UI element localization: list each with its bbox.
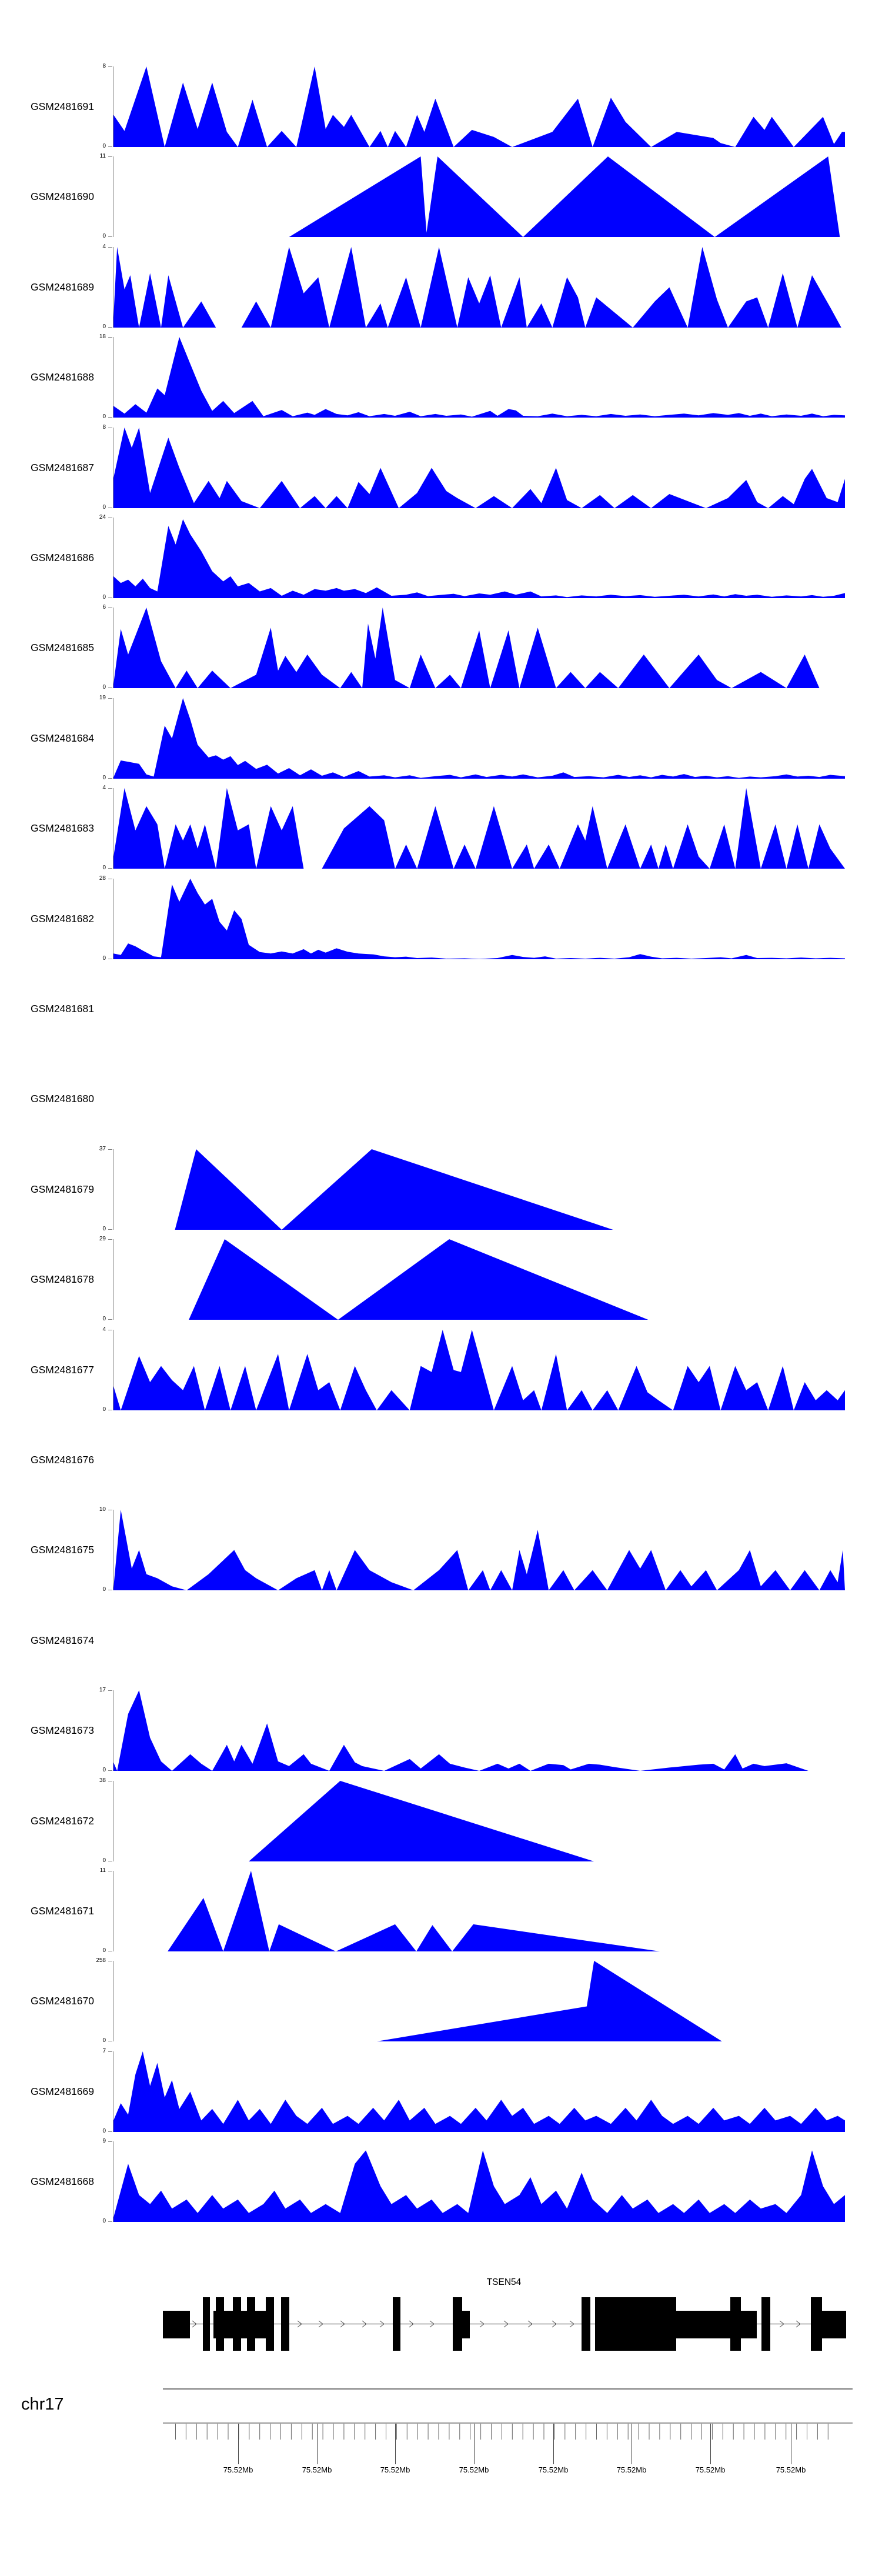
track-label: GSM2481681 — [31, 1003, 94, 1015]
coverage-polygon — [113, 1330, 845, 1410]
exon-block — [761, 2297, 770, 2351]
exon-block — [247, 2297, 255, 2351]
track-label: GSM2481669 — [31, 2086, 94, 2097]
coverage-track-row — [0, 1326, 882, 1413]
track-label: GSM2481682 — [31, 913, 94, 925]
exon-block — [216, 2297, 224, 2351]
coverage-track-row — [0, 2138, 882, 2224]
minor-tick — [564, 2424, 565, 2440]
track-label: GSM2481670 — [31, 1995, 94, 2007]
y-tick-top — [108, 337, 112, 338]
y-axis-zero-value: 0 — [102, 955, 106, 962]
track-label: GSM2481687 — [31, 462, 94, 473]
minor-tick — [617, 2424, 618, 2440]
y-tick-bottom — [108, 327, 112, 328]
axis-tick-label: 75.52Mb — [223, 2465, 253, 2474]
y-tick-top — [108, 1239, 112, 1240]
minor-tick — [575, 2424, 576, 2440]
track-label: GSM2481686 — [31, 552, 94, 563]
coverage-polygon — [113, 1690, 845, 1771]
minor-tick — [354, 2424, 355, 2440]
gene-name-label: TSEN54 — [486, 2277, 522, 2287]
coverage-polygon — [113, 1239, 845, 1320]
exon-block — [811, 2297, 822, 2351]
track-label: GSM2481678 — [31, 1273, 94, 1285]
y-axis-max-value: 17 — [99, 1687, 106, 1693]
coverage-area-chart — [113, 1871, 845, 1951]
y-axis-zero-value: 0 — [102, 594, 106, 600]
exon-block — [233, 2297, 241, 2351]
y-axis-zero-value: 0 — [102, 2037, 106, 2044]
y-axis-zero-value: 0 — [102, 775, 106, 781]
y-axis-max-value: 24 — [99, 514, 106, 520]
coverage-track-row — [0, 63, 882, 149]
y-axis-zero-value: 0 — [102, 413, 106, 420]
track-label: GSM2481672 — [31, 1815, 94, 1827]
y-axis-max-value: 11 — [99, 153, 106, 159]
y-axis-max-value: 258 — [96, 1957, 106, 1964]
coverage-polygon — [113, 1871, 845, 1951]
y-axis-zero-value: 0 — [102, 323, 106, 330]
track-label: GSM2481668 — [31, 2175, 94, 2187]
major-tick — [710, 2424, 711, 2464]
coverage-track-row — [0, 1420, 882, 1500]
y-tick-bottom — [108, 1319, 112, 1320]
track-label: GSM2481671 — [31, 1905, 94, 1917]
exon-block — [582, 2297, 590, 2351]
y-axis-zero-value: 0 — [102, 1857, 106, 1864]
coverage-area-chart — [113, 1510, 845, 1590]
coverage-polygon — [113, 608, 845, 688]
coverage-track-row — [0, 2048, 882, 2134]
axis-tick-label: 75.52Mb — [776, 2465, 806, 2474]
axis-tick-label: 75.52Mb — [459, 2465, 489, 2474]
y-tick-top — [108, 1149, 112, 1150]
y-axis-zero-value: 0 — [102, 1316, 106, 1322]
coverage-track-row — [0, 1867, 882, 1954]
coverage-track-row — [0, 695, 882, 781]
minor-tick — [491, 2424, 492, 2440]
coverage-area-chart — [113, 247, 845, 328]
y-tick-bottom — [108, 778, 112, 779]
minor-tick — [512, 2424, 513, 2440]
genome-axis-track — [0, 2382, 882, 2511]
minor-tick — [417, 2424, 418, 2440]
y-axis-zero-value: 0 — [102, 2218, 106, 2224]
minor-tick — [291, 2424, 292, 2440]
coverage-track-row — [0, 1600, 882, 1681]
y-tick-top — [108, 156, 112, 157]
gene-model-track — [0, 2276, 882, 2394]
track-label: GSM2481677 — [31, 1364, 94, 1376]
coverage-track-row — [0, 1146, 882, 1232]
coverage-area-chart — [113, 1149, 845, 1230]
y-axis-max-value: 19 — [99, 695, 106, 701]
y-axis-max-value: 4 — [102, 1326, 106, 1333]
y-axis-max-value: 4 — [102, 243, 106, 250]
coverage-track-row — [0, 1506, 882, 1593]
coverage-polygon — [113, 698, 845, 779]
coverage-area-chart — [113, 1961, 845, 2041]
y-tick-top — [108, 1690, 112, 1691]
coverage-area-chart — [113, 2051, 845, 2132]
coverage-area-chart — [113, 156, 845, 237]
y-tick-top — [108, 247, 112, 248]
minor-tick — [680, 2424, 681, 2440]
y-tick-bottom — [108, 417, 112, 418]
minor-tick — [207, 2424, 208, 2440]
track-label: GSM2481680 — [31, 1093, 94, 1105]
exon-block — [163, 2311, 190, 2338]
coverage-polygon — [113, 879, 845, 959]
y-tick-top — [108, 2141, 112, 2142]
track-label: GSM2481690 — [31, 191, 94, 202]
coverage-track-row — [0, 1957, 882, 2044]
y-tick-bottom — [108, 146, 112, 147]
minor-tick — [733, 2424, 734, 2440]
minor-tick — [312, 2424, 313, 2440]
exon-block — [393, 2297, 400, 2351]
coverage-area-chart — [113, 518, 845, 598]
y-axis-zero-value: 0 — [102, 143, 106, 149]
y-axis-max-value: 10 — [99, 1506, 106, 1513]
major-tick — [317, 2424, 318, 2464]
minor-tick — [628, 2424, 629, 2440]
track-label: GSM2481689 — [31, 281, 94, 293]
axis-tick-label: 75.52Mb — [302, 2465, 332, 2474]
y-axis-zero-value: 0 — [102, 1226, 106, 1232]
minor-tick — [175, 2424, 176, 2440]
genome-axis-ruler — [0, 2382, 882, 2470]
exon-block — [822, 2311, 846, 2338]
y-axis-zero-value: 0 — [102, 2128, 106, 2134]
coverage-area-chart — [113, 1239, 845, 1320]
minor-tick — [375, 2424, 376, 2440]
coverage-area-chart — [113, 879, 845, 959]
coverage-area-chart — [113, 66, 845, 147]
y-tick-bottom — [108, 868, 112, 869]
major-tick — [238, 2424, 239, 2464]
coverage-polygon — [113, 66, 845, 147]
y-axis-max-value: 29 — [99, 1236, 106, 1242]
axis-tick-label: 75.52Mb — [616, 2465, 647, 2474]
y-axis-max-value: 28 — [99, 875, 106, 882]
y-tick-top — [108, 788, 112, 789]
y-axis-zero-value: 0 — [102, 1947, 106, 1954]
coverage-track-row — [0, 604, 882, 690]
y-axis-max-value: 8 — [102, 424, 106, 431]
minor-tick — [480, 2424, 481, 2440]
coverage-polygon — [113, 1149, 845, 1230]
y-tick-bottom — [108, 236, 112, 237]
track-label: GSM2481675 — [31, 1544, 94, 1556]
track-label: GSM2481673 — [31, 1724, 94, 1736]
y-axis-zero-value: 0 — [102, 504, 106, 510]
exon-block — [595, 2297, 676, 2351]
minor-tick — [712, 2424, 713, 2440]
major-tick — [395, 2424, 396, 2464]
coverage-polygon — [113, 2150, 845, 2222]
minor-tick — [817, 2424, 818, 2440]
y-axis-zero-value: 0 — [102, 233, 106, 239]
y-tick-bottom — [108, 1229, 112, 1230]
track-label: GSM2481679 — [31, 1183, 94, 1195]
coverage-area-chart — [113, 337, 845, 418]
coverage-track-row — [0, 153, 882, 239]
exon-block — [453, 2297, 462, 2351]
minor-tick — [343, 2424, 344, 2440]
minor-tick — [649, 2424, 650, 2440]
coverage-polygon — [113, 156, 845, 237]
coverage-area-chart — [113, 2141, 845, 2222]
exon-block — [281, 2297, 289, 2351]
chromosome-label: chr17 — [21, 2395, 64, 2414]
minor-tick — [796, 2424, 797, 2440]
y-tick-bottom — [108, 1770, 112, 1771]
minor-tick — [533, 2424, 534, 2440]
coverage-area-chart — [113, 428, 845, 508]
exon-block — [203, 2297, 210, 2351]
minor-tick — [228, 2424, 229, 2440]
minor-tick — [333, 2424, 334, 2440]
y-axis-max-value: 18 — [99, 333, 106, 340]
coverage-track-row — [0, 333, 882, 420]
track-label: GSM2481676 — [31, 1454, 94, 1466]
y-tick-top — [108, 66, 112, 67]
coverage-polygon — [113, 1510, 845, 1590]
y-axis-max-value: 9 — [102, 2138, 106, 2144]
coverage-polygon — [113, 428, 845, 508]
minor-tick — [396, 2424, 397, 2440]
coverage-polygon — [113, 1781, 845, 1861]
y-axis-zero-value: 0 — [102, 1767, 106, 1773]
y-axis-max-value: 11 — [99, 1867, 106, 1874]
coverage-polygon — [113, 247, 845, 328]
coverage-polygon — [113, 2051, 845, 2132]
y-axis-max-value: 7 — [102, 2048, 106, 2054]
minor-tick — [775, 2424, 776, 2440]
coverage-area-chart — [113, 698, 845, 779]
minor-tick — [754, 2424, 755, 2440]
y-axis-max-value: 38 — [99, 1777, 106, 1784]
coverage-polygon — [113, 519, 845, 598]
range-bar — [163, 2388, 853, 2390]
track-label: GSM2481691 — [31, 101, 94, 112]
major-tick — [553, 2424, 554, 2464]
coverage-track-row — [0, 1777, 882, 1864]
y-axis-max-value: 37 — [99, 1146, 106, 1152]
exon-block — [676, 2311, 730, 2338]
y-axis-zero-value: 0 — [102, 684, 106, 690]
coverage-polygon — [113, 337, 845, 418]
minor-tick — [764, 2424, 765, 2440]
exon-block — [266, 2297, 274, 2351]
coverage-track-row — [0, 1687, 882, 1773]
coverage-polygon — [113, 788, 845, 869]
minor-tick — [596, 2424, 597, 2440]
y-axis-zero-value: 0 — [102, 1406, 106, 1413]
y-tick-top — [108, 2051, 112, 2052]
minor-tick — [196, 2424, 197, 2440]
y-axis-max-value: 8 — [102, 63, 106, 69]
axis-tick-label: 75.52Mb — [695, 2465, 726, 2474]
major-tick — [474, 2424, 475, 2464]
coverage-track-row — [0, 1059, 882, 1139]
minor-tick — [701, 2424, 702, 2440]
track-label: GSM2481684 — [31, 732, 94, 744]
minor-tick — [459, 2424, 460, 2440]
coverage-track-row — [0, 514, 882, 600]
minor-tick — [280, 2424, 281, 2440]
minor-tick — [659, 2424, 660, 2440]
exon-block — [730, 2297, 741, 2351]
coverage-track-row — [0, 243, 882, 330]
track-label: GSM2481685 — [31, 642, 94, 653]
y-tick-bottom — [108, 2221, 112, 2222]
coverage-area-chart — [113, 1690, 845, 1771]
coverage-track-row — [0, 969, 882, 1049]
track-label: GSM2481688 — [31, 371, 94, 383]
y-axis-zero-value: 0 — [102, 865, 106, 871]
axis-tick-label: 75.52Mb — [380, 2465, 410, 2474]
y-tick-bottom — [108, 2131, 112, 2132]
coverage-area-chart — [113, 608, 845, 688]
coverage-area-chart — [113, 788, 845, 869]
exon-block — [741, 2311, 757, 2338]
y-tick-top — [108, 698, 112, 699]
coverage-track-row — [0, 424, 882, 510]
gene-structure-glyph — [0, 2276, 882, 2394]
coverage-track-row — [0, 875, 882, 962]
coverage-track-row — [0, 785, 882, 871]
coverage-track-row — [0, 1236, 882, 1322]
axis-tick-label: 75.52Mb — [538, 2465, 569, 2474]
coverage-area-chart — [113, 1330, 845, 1410]
y-axis-max-value: 6 — [102, 604, 106, 610]
track-label: GSM2481674 — [31, 1634, 94, 1646]
track-label: GSM2481683 — [31, 822, 94, 834]
axis-line — [163, 2422, 853, 2424]
minor-tick — [259, 2424, 260, 2440]
coverage-area-chart — [113, 1781, 845, 1861]
y-axis-zero-value: 0 — [102, 1586, 106, 1593]
minor-tick — [428, 2424, 429, 2440]
y-axis-max-value: 4 — [102, 785, 106, 791]
coverage-polygon — [113, 1961, 845, 2041]
